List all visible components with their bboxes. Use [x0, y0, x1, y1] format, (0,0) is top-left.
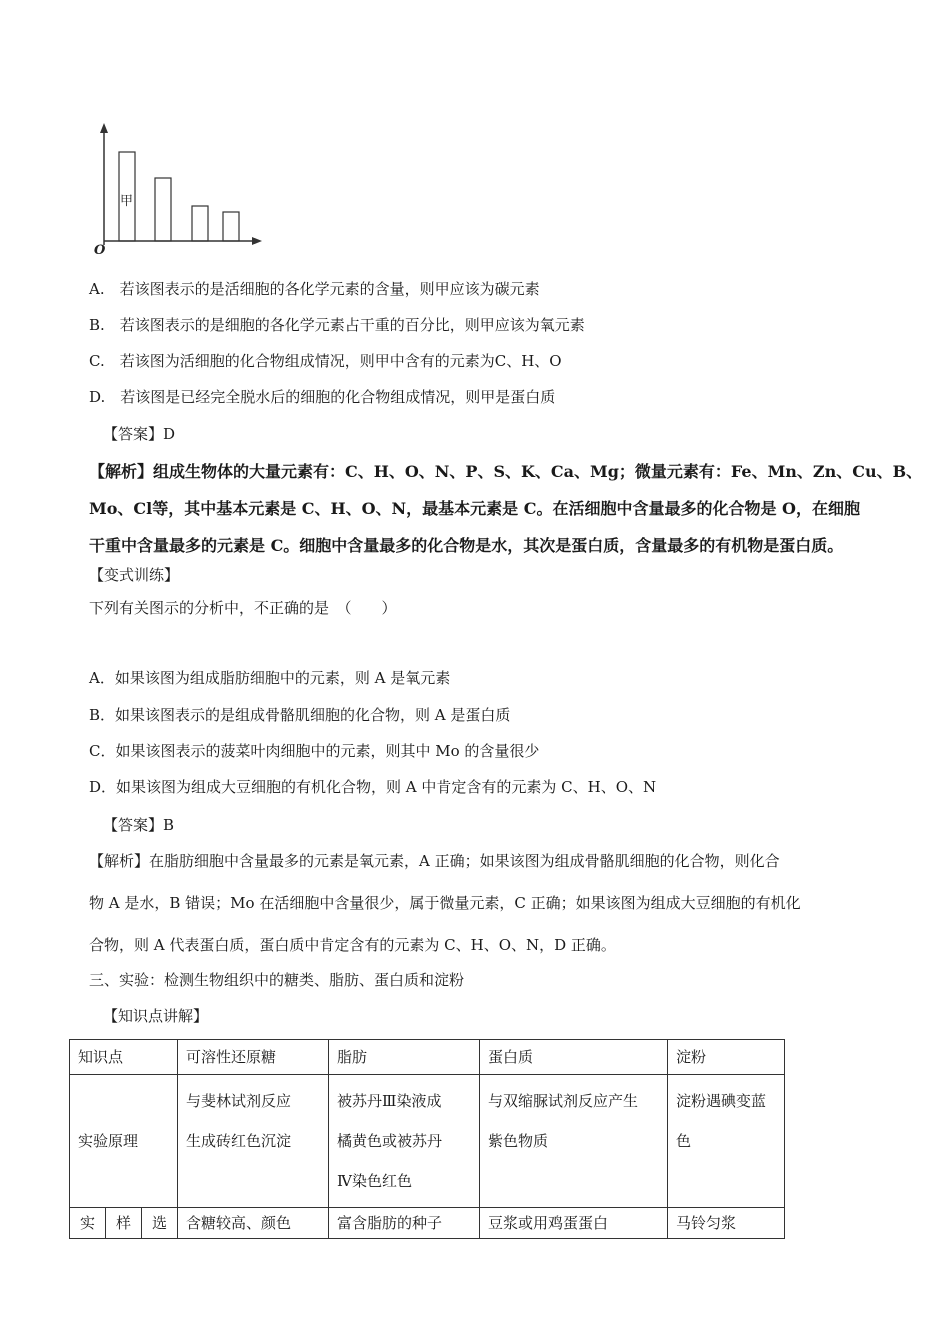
cell-line: 色 [676, 1132, 692, 1150]
variant-answer: 【答案】B [103, 816, 175, 834]
row-label: 样 [106, 1208, 142, 1239]
variant-analysis-line-1: 【解析】在脂肪细胞中含量最多的元素是氧元素，A 正确；如果该图为组成骨骼肌细胞的化合物，则化合 [89, 852, 780, 870]
table-cell: 马铃匀浆 [668, 1208, 785, 1239]
q1-option-a: A. 若该图表示的是活细胞的各化学元素的含量，则甲应该为碳元素 [89, 280, 540, 298]
cell-line: Ⅳ染色红色 [337, 1172, 412, 1190]
variant-question: 下列有关图示的分析中，不正确的是 （ ） [89, 599, 397, 617]
row-label: 实验原理 [70, 1075, 178, 1208]
table-cell [668, 1075, 785, 1208]
bar-chart-figure [88, 120, 268, 260]
knowledge-table [69, 1039, 785, 1239]
section3-title: 三、实验：检测生物组织中的糖类、脂肪、蛋白质和淀粉 [89, 971, 465, 989]
table-cell [329, 1075, 480, 1208]
cell-line: 生成砖红色沉淀 [186, 1132, 292, 1150]
origin-label: O [94, 243, 106, 258]
header-cell: 淀粉 [668, 1040, 785, 1075]
cell-line: 紫色物质 [488, 1132, 549, 1150]
header-cell: 蛋白质 [480, 1040, 668, 1075]
table-cell [480, 1075, 668, 1208]
q1-option-b: B. 若该图表示的是细胞的各化学元素占干重的百分比，则甲应该为氧元素 [89, 316, 585, 334]
cell-line: 被苏丹Ⅲ染液成 [337, 1092, 442, 1110]
variant-option-b: B．如果该图表示的是组成骨骼肌细胞的化合物，则 A 是蛋白质 [89, 706, 511, 724]
y-axis-arrow [100, 123, 108, 133]
cell-line: 与斐林试剂反应 [186, 1092, 292, 1110]
header-cell: 知识点 [70, 1040, 178, 1075]
bar-4 [223, 212, 239, 241]
variant-option-d: D．如果该图为组成大豆细胞的有机化合物，则 A 中肯定含有的元素为 C、H、O、N [89, 778, 657, 796]
variant-analysis-line-3: 合物，则 A 代表蛋白质，蛋白质中肯定含有的元素为 C、H、O、N，D 正确。 [89, 936, 616, 954]
q1-answer: 【答案】D [103, 425, 176, 443]
x-axis-arrow [252, 237, 262, 245]
q1-analysis-line-2: Mo、Cl等，其中基本元素是 C、H、O、N，最基本元素是 C。在活细胞中含量最多的化合物是 O，在细胞 [89, 499, 860, 518]
variant-analysis-line-2: 物 A 是水，B 错误；Mo 在活细胞中含量很少，属于微量元素，C 正确；如果该图为组成大豆细胞的有机化 [89, 894, 801, 912]
bar-3 [192, 206, 208, 241]
section3-subheading: 【知识点讲解】 [103, 1007, 209, 1025]
row-label: 选 [142, 1208, 178, 1239]
table-row [70, 1208, 785, 1239]
table-cell: 含糖较高、颜色 [178, 1208, 329, 1239]
q1-analysis-line-3: 干重中含量最多的元素是 C。细胞中含量最多的化合物是水，其次是蛋白质，含量最多的有机物是蛋白质。 [89, 536, 844, 555]
table-cell [178, 1075, 329, 1208]
table-cell: 豆浆或用鸡蛋蛋白 [480, 1208, 668, 1239]
table-row [70, 1075, 785, 1208]
variant-heading: 【变式训练】 [89, 566, 180, 584]
header-cell: 脂肪 [329, 1040, 480, 1075]
table-cell: 富含脂肪的种子 [329, 1208, 480, 1239]
q1-option-c: C. 若该图为活细胞的化合物组成情况，则甲中含有的元素为C、H、O [89, 352, 562, 370]
cell-line: 橘黄色或被苏丹 [337, 1132, 443, 1150]
cell-line: 与双缩脲试剂反应产生 [488, 1092, 639, 1110]
table-header-row [70, 1040, 785, 1075]
bar-label-jia: 甲 [120, 194, 134, 209]
q1-option-d: D. 若该图是已经完全脱水后的细胞的化合物组成情况，则甲是蛋白质 [89, 388, 556, 406]
variant-option-c: C．如果该图表示的菠菜叶肉细胞中的元素，则其中 Mo 的含量很少 [89, 742, 540, 760]
header-cell: 可溶性还原糖 [178, 1040, 329, 1075]
cell-line: 淀粉遇碘变蓝 [676, 1092, 767, 1110]
row-label: 实 [70, 1208, 106, 1239]
q1-analysis-line-1: 【解析】组成生物体的大量元素有：C、H、O、N、P、S、K、Ca、Mg；微量元素有：Fe、Mn、Zn、Cu、B、 [89, 462, 923, 481]
variant-option-a: A．如果该图为组成脂肪细胞中的元素，则 A 是氧元素 [89, 669, 451, 687]
bar-2 [155, 178, 171, 241]
